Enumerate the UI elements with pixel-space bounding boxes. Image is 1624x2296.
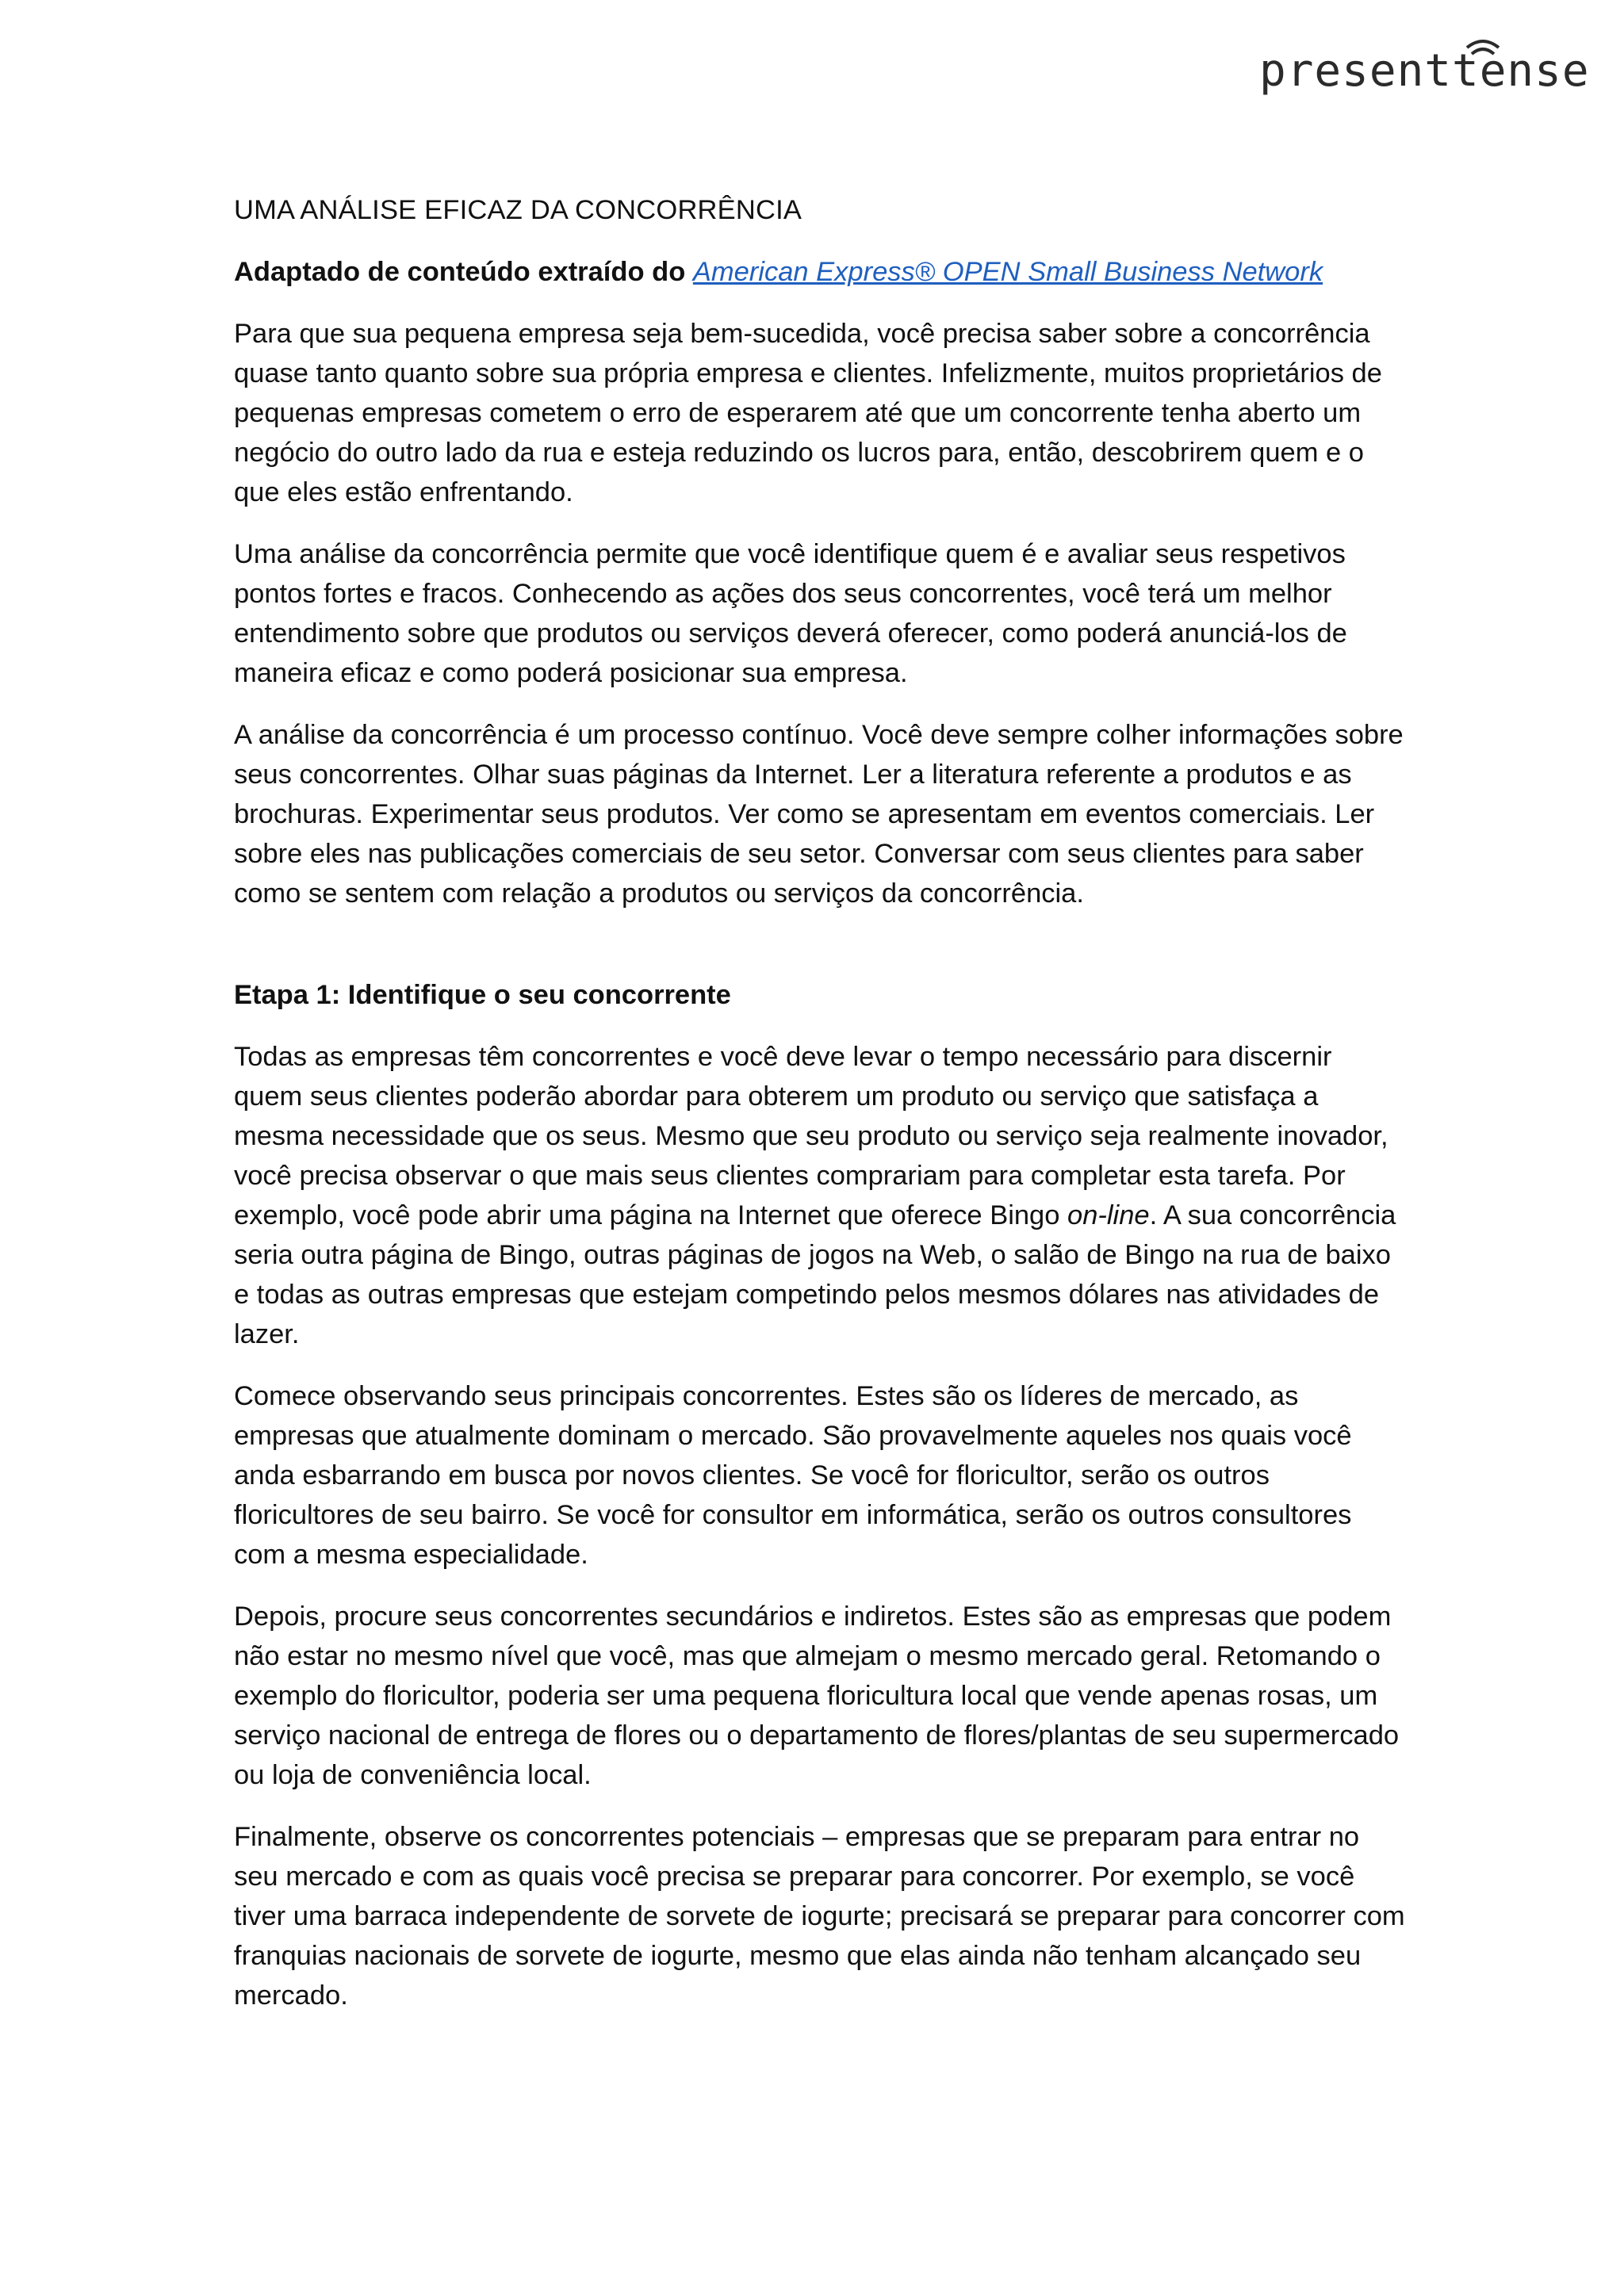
step1-paragraph-4: Finalmente, observe os concorrentes potenciais – empresas que se preparam para entrar no seu mercado e com as quais você precisa se preparar para concorrer. Por exemplo, se você tiver uma barraca independente de sorvete de iogurte; precisará se preparar para concorrer com franquias nacionais de sorvete de iogurte, mesmo que elas ainda não tenham alcançado seu mercado. (234, 1822, 1405, 2011)
source-link[interactable]: American Express® OPEN Small Business Network (692, 257, 1323, 287)
step1-paragraph-2: Comece observando seus principais concorrentes. Estes são os líderes de mercado, as empresas que atualmente dominam o mercado. São provavelmente aqueles nos quais você anda esbarrando em busca por novos clientes. Se você for floricultor, serão os outros floricultores de seu bairro. Se você for consultor em informática, serão os outros consultores com a mesma especialidade. (234, 1381, 1352, 1570)
logo-graphic (1259, 30, 1608, 101)
document-title: UMA ANÁLISE EFICAZ DA CONCORRÊNCIA (234, 195, 802, 225)
step1-p1-text-after: . A sua concorrência seria outra página de Bingo, outras páginas de jogos na Web, o salão de Bingo na rua de baixo e todas as outras empresas que estejam competindo pelos mesmos dólares nas atividades de lazer. (234, 1200, 1396, 1349)
intro-paragraph-2: Uma análise da concorrência permite que você identifique quem é e avaliar seus respetivos pontos fortes e fracos. Conhecendo as ações dos seus concorrentes, você terá um melhor entendimento sobre que produtos ou serviços deverá oferecer, como poderá anunciá-los de maneira eficaz e como poderá posicionar sua empresa. (234, 539, 1347, 688)
document-subtitle (234, 252, 1408, 292)
intro-paragraph-1: Para que sua pequena empresa seja bem-sucedida, você precisa saber sobre a concorrência quase tanto quanto sobre sua própria empresa e clientes. Infelizmente, muitos proprietários de pequenas empresas cometem o erro de esperarem até que um concorrente tenha aberto um negócio do outro lado da rua e esteja reduzindo os lucros para, então, descobrirem quem e o que eles estão enfrentando. (234, 319, 1382, 507)
presenttense-logo (1259, 30, 1608, 101)
step1-p1-italic: on-line (1067, 1200, 1150, 1230)
step1-p1-text-before: Todas as empresas têm concorrentes e você deve levar o tempo necessário para discernir quem seus clientes poderão abordar para obterem um produto ou serviço que satisfaça a mesma necessidade que os seus. Mesmo que seu produto ou serviço seja realmente inovador, você precisa observar o que mais seus clientes comprariam para completar esta tarefa. Por exemplo, você pode abrir uma página na Internet que oferece Bingo (234, 1042, 1388, 1230)
intro-paragraph-3: A análise da concorrência é um processo contínuo. Você deve sempre colher informações sobre seus concorrentes. Olhar suas páginas da Internet. Ler a literatura referente a produtos e as brochuras. Experimentar seus produtos. Ver como se apresentam em eventos comerciais. Ler sobre eles nas publicações comerciais de seu setor. Conversar com seus clientes para saber como se sentem com relação a produtos ou serviços da concorrência. (234, 720, 1404, 909)
step1-heading: Etapa 1: Identifique o seu concorrente (234, 980, 731, 1010)
logo-text: presenttense (1259, 45, 1590, 97)
subtitle-prefix: Adaptado de conteúdo extraído do (234, 257, 693, 287)
section-spacer (234, 936, 1408, 975)
step1-paragraph-3: Depois, procure seus concorrentes secundários e indiretos. Estes são as empresas que podem não estar no mesmo nível que você, mas que almejam o mesmo mercado geral. Retomando o exemplo do floricultor, poderia ser uma pequena floricultura local que vende apenas rosas, um serviço nacional de entrega de flores ou o departamento de flores/plantas de seu supermercado ou loja de conveniência local. (234, 1601, 1400, 1790)
document-body (234, 190, 1408, 2038)
step1-paragraph-1 (234, 1037, 1408, 1354)
